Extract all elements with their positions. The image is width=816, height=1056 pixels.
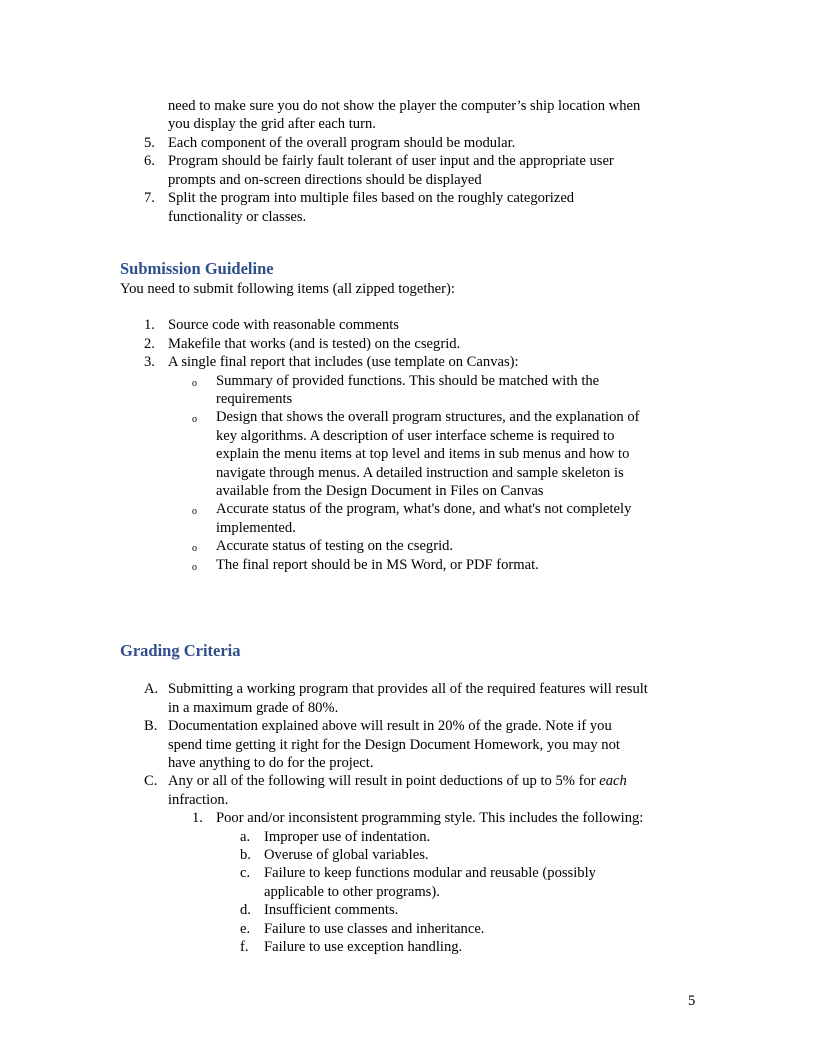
section-heading-grading: Grading Criteria: [120, 641, 241, 660]
grading-item-text: infraction.: [168, 792, 229, 808]
list-item-text: Split the program into multiple files based on the roughly categorized: [168, 190, 575, 206]
sub-bullet-text: key algorithms. A description of user interface scheme is required to: [216, 428, 615, 444]
style-item-letter: b.: [240, 847, 251, 863]
sub-bullet-text: explain the menu items at top level and items in sub menus and how to: [216, 446, 630, 462]
circle-bullet-icon: o: [192, 562, 197, 573]
sub-item-number: 1.: [192, 810, 203, 826]
style-item-text: Improper use of indentation.: [264, 829, 431, 845]
style-item-text: applicable to other programs).: [264, 884, 440, 900]
style-item-text: Failure to use classes and inheritance.: [264, 921, 485, 937]
grading-item-letter: A.: [144, 681, 159, 697]
sub-bullet-text: Design that shows the overall program structures, and the explanation of: [216, 409, 640, 425]
list-item-text: Makefile that works (and is tested) on the csegrid.: [168, 336, 461, 352]
circle-bullet-icon: o: [192, 543, 197, 554]
grading-item-text: Submitting a working program that provides all of the required features will result: [168, 681, 648, 697]
section-heading-submission: Submission Guideline: [120, 259, 274, 278]
list-item-number: 6.: [144, 153, 155, 169]
list-item-number: 7.: [144, 190, 155, 206]
list-item-number: 1.: [144, 317, 155, 333]
sub-bullet-text: implemented.: [216, 520, 296, 536]
list-item-number: 3.: [144, 354, 155, 370]
list-item-text: prompts and on-screen directions should be displayed: [168, 172, 482, 188]
sub-bullet-text: navigate through menus. A detailed instruction and sample skeleton is: [216, 465, 624, 481]
style-item-letter: a.: [240, 829, 251, 845]
grading-item-text: in a maximum grade of 80%.: [168, 700, 339, 716]
style-item-letter: c.: [240, 865, 251, 881]
list-item-text: A single final report that includes (use template on Canvas):: [168, 354, 519, 370]
list-item-text: Source code with reasonable comments: [168, 317, 399, 333]
style-item-text: Failure to keep functions modular and reusable (possibly: [264, 865, 596, 881]
sub-item-text: Poor and/or inconsistent programming style. This includes the following:: [216, 810, 644, 826]
circle-bullet-icon: o: [192, 414, 197, 425]
list-item-text: Each component of the overall program should be modular.: [168, 135, 516, 151]
style-item-text: Insufficient comments.: [264, 902, 399, 918]
grading-item-letter: B.: [144, 718, 158, 734]
style-item-letter: e.: [240, 921, 251, 937]
grading-item-text: Documentation explained above will result in 20% of the grade. Note if you: [168, 718, 612, 734]
grading-item-text: have anything to do for the project.: [168, 755, 374, 771]
sub-bullet-text: available from the Design Document in Files on Canvas: [216, 483, 544, 499]
circle-bullet-icon: o: [192, 378, 197, 389]
sub-bullet-text: Summary of provided functions. This should be matched with the: [216, 373, 600, 389]
submission-intro: You need to submit following items (all zipped together):: [120, 281, 455, 297]
circle-bullet-icon: o: [192, 506, 197, 517]
list-item-continuation-line: need to make sure you do not show the player the computer’s ship location when: [168, 98, 641, 114]
list-item-number: 2.: [144, 336, 155, 352]
style-item-letter: d.: [240, 902, 251, 918]
style-item-text: Failure to use exception handling.: [264, 939, 463, 955]
page-number: 5: [688, 993, 696, 1009]
sub-bullet-text: The final report should be in MS Word, or PDF format.: [216, 557, 539, 573]
sub-bullet-text: requirements: [216, 391, 293, 407]
grading-item-letter: C.: [144, 773, 158, 789]
grading-item-text: [168, 772, 627, 790]
list-item-text: Program should be fairly fault tolerant of user input and the appropriate user: [168, 153, 614, 169]
list-item-text: functionality or classes.: [168, 209, 307, 225]
sub-bullet-text: Accurate status of the program, what's done, and what's not completely: [216, 501, 632, 517]
list-item-number: 5.: [144, 135, 155, 151]
sub-bullet-text: Accurate status of testing on the csegrid.: [216, 538, 454, 554]
grading-item-text: spend time getting it right for the Design Document Homework, you may not: [168, 737, 620, 753]
grading-item-text-part: Any or all of the following will result in point deductions of up to 5% for: [168, 773, 600, 789]
style-item-text: Overuse of global variables.: [264, 847, 429, 863]
style-item-letter: f.: [240, 939, 249, 955]
grading-item-emphasis: each: [599, 773, 627, 789]
list-item-continuation-line: you display the grid after each turn.: [168, 116, 376, 132]
